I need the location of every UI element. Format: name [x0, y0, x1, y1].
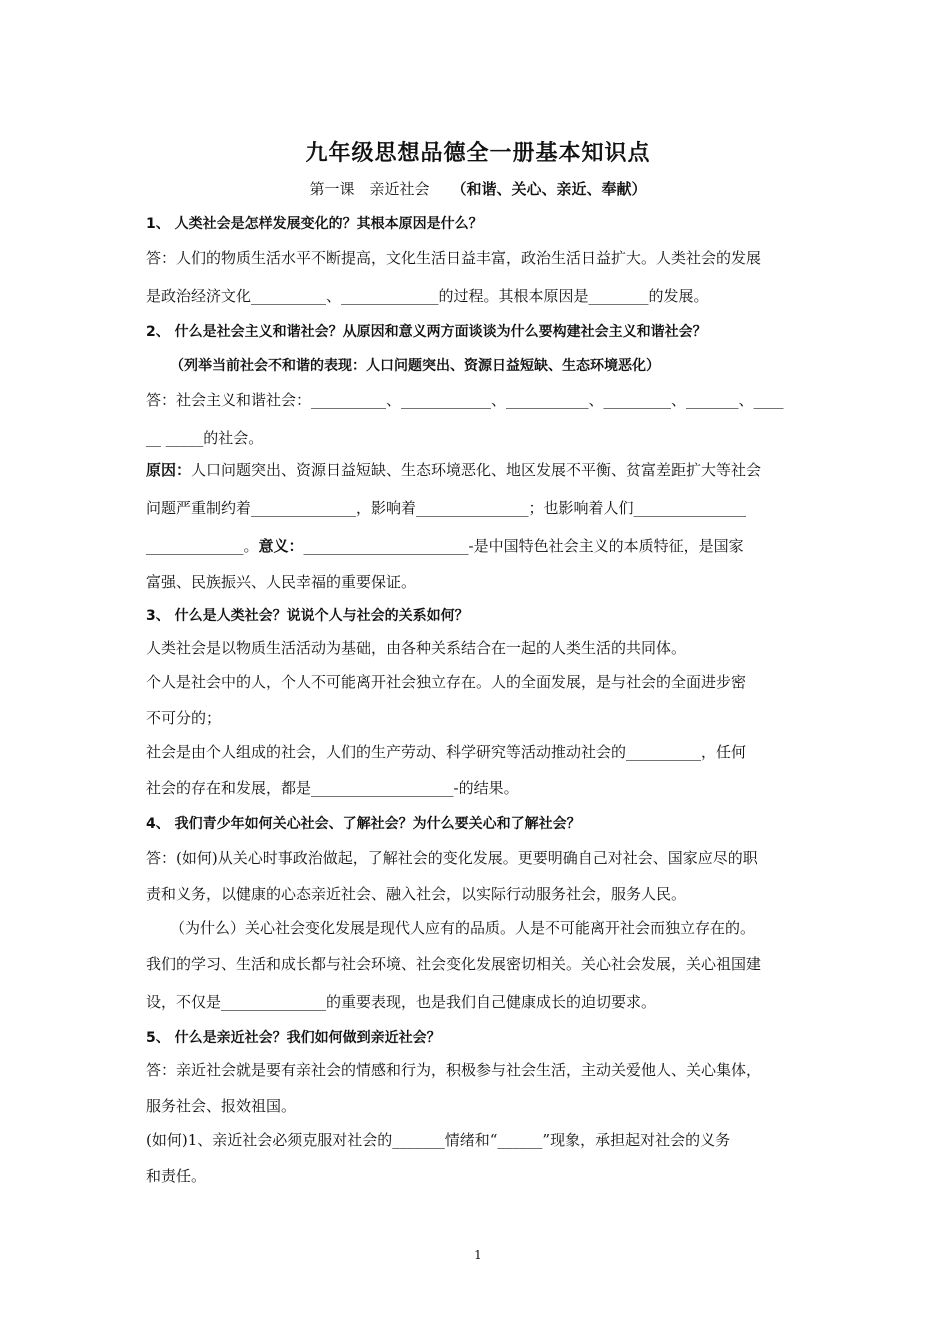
blank-text: _____________。 — [146, 537, 259, 555]
answer-line: 不可分的； — [146, 709, 222, 727]
answer-line: 答：亲近社会就是要有亲社会的情感和行为，积极参与社会生活，主动关爱他人、关心集体， — [146, 1061, 762, 1079]
page-number: 1 — [474, 1248, 482, 1262]
answer-line: 问题严重制约着______________，影响着_______________；也影响着人们_______________ — [146, 499, 747, 517]
answer-line: 个人是社会中的人，个人不可能离开社会独立存在。人的全面发展，是与社会的全面进步密 — [146, 673, 747, 691]
answer-line: （为什么）关心社会变化发展是现代人应有的品质。人是不可能离开社会而独立存在的。 — [170, 919, 756, 937]
answer-line: (如何)1、亲近社会必须克服对社会的_______情绪和“______”现象，承担起对社会的义务 — [146, 1131, 731, 1149]
answer-line: 服务社会、报效祖国。 — [146, 1097, 297, 1115]
answer-line: 答：社会主义和谐社会：__________、____________、___________、_________、_______、____ — [146, 391, 784, 409]
question-4: 4、 我们青少年如何关心社会、了解社会？为什么要关心和了解社会？ — [146, 816, 581, 832]
meaning-text: ______________________-是中国特色社会主义的本质特征，是国家 — [303, 537, 744, 555]
answer-line: 答：(如何)从关心时事政治做起，了解社会的变化发展。更要明确自己对社会、国家应尽的职 — [146, 849, 758, 867]
answer-line: __ _____的社会。 — [146, 429, 264, 447]
question-2: 2、 什么是社会主义和谐社会？从原因和意义两方面谈谈为什么要构建社会主义和谐社会？ — [146, 324, 707, 340]
question-1: 1、 人类社会是怎样发展变化的？其根本原因是什么？ — [146, 216, 483, 232]
document-page — [146, 0, 810, 1344]
answer-line: 富强、民族振兴、人民幸福的重要保证。 — [146, 573, 417, 591]
reason-label: 原因： — [146, 461, 192, 479]
answer-line: 责和义务，以健康的心态亲近社会、融入社会，以实际行动服务社会，服务人民。 — [146, 885, 687, 903]
page-title: 九年级思想品德全一册基本知识点 — [305, 141, 651, 166]
lesson-keywords: （和谐、关心、亲近、奉献） — [451, 180, 647, 198]
answer-line: 是政治经济文化__________、_____________的过程。其根本原因是________的发展。 — [146, 287, 709, 305]
question-2-note: （列举当前社会不和谐的表现：人口问题突出、资源日益短缺、生态环境恶化） — [170, 358, 660, 374]
reason-text: 人口问题突出、资源日益短缺、生态环境恶化、地区发展不平衡、贫富差距扩大等社会 — [191, 461, 762, 479]
lesson-subtitle — [146, 178, 810, 199]
meaning-label: 意义： — [258, 537, 304, 555]
answer-line: 答：人们的物质生活水平不断提高，文化生活日益丰富，政治生活日益扩大。人类社会的发展 — [146, 249, 762, 267]
answer-line: 社会是由个人组成的社会，人们的生产劳动、科学研究等活动推动社会的__________，任何 — [146, 743, 747, 761]
answer-line: 设，不仅是______________的重要表现，也是我们自己健康成长的迫切要求。 — [146, 993, 657, 1011]
question-3: 3、 什么是人类社会？说说个人与社会的关系如何？ — [146, 608, 469, 624]
question-5: 5、 什么是亲近社会？我们如何做到亲近社会？ — [146, 1030, 441, 1046]
meaning-line — [146, 535, 744, 556]
answer-line: 和责任。 — [146, 1167, 207, 1185]
answer-line: 我们的学习、生活和成长都与社会环境、社会变化发展密切相关。关心社会发展，关心祖国建 — [146, 955, 762, 973]
lesson-name: 第一课 亲近社会 — [309, 180, 430, 198]
answer-line: 社会的存在和发展，都是___________________-的结果。 — [146, 779, 519, 797]
answer-line: 人类社会是以物质生活活动为基础，由各种关系结合在一起的人类生活的共同体。 — [146, 639, 687, 657]
reason-line — [146, 459, 761, 480]
